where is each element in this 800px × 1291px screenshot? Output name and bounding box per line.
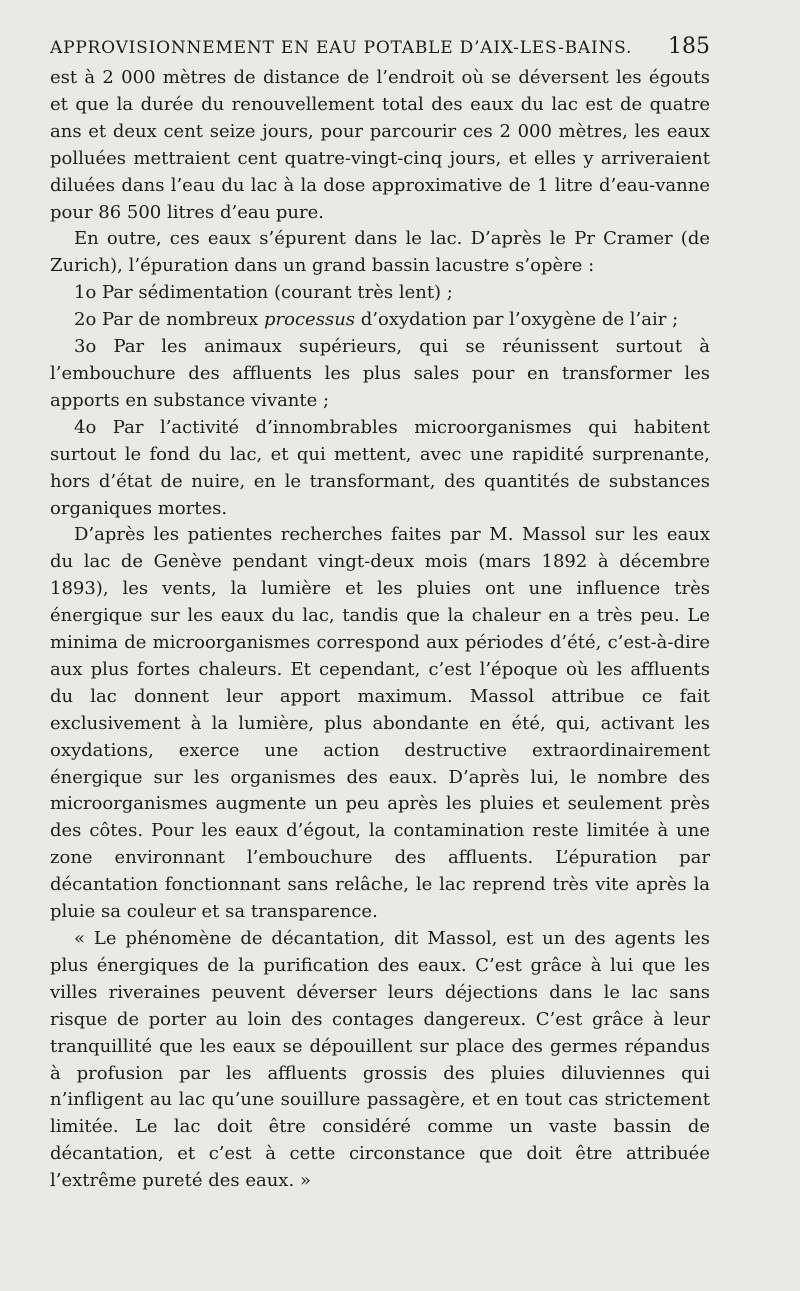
body-text (50, 65, 710, 1195)
list-item-sedimentation: 1o Par sédimentation (courant très lent) ; (74, 282, 453, 304)
paragraph-continuation: est à 2 000 mètres de distance de l’endroit où se déversent les égouts et que la durée du renouvellement total des eaux du lac est de quatre ans et deux cent seize jours, pour parcourir ces 2 000 mètres, les eaux polluées mettraient cent quatre-vingt-cinq jours, et elles y arriveraient diluées dans l’eau du lac à la dose approximative de 1 litre d’eau-vanne pour 86 500 litres d’eau pure. (50, 67, 710, 223)
list-item-oxydation-start: 2o Par de nombreux (74, 309, 265, 331)
list-item-oxydation (50, 307, 710, 334)
list-item-oxydation-end: d’oxydation par l’oxygène de l’air ; (355, 309, 679, 331)
list-item-microorganismes: 4o Par l’activité d’innombrables microorganismes qui habitent surtout le fond du lac, et qui mettent, avec une rapidité surprenante, hors d’état de nuire, en le transformant, des quantités de substances organiques mortes. (50, 416, 710, 519)
list-item-animaux: 3o Par les animaux supérieurs, qui se réunissent surtout à l’embouchure des affluents les plus sales pour en transformer les apports en substance vivante ; (50, 336, 710, 411)
paragraph-massol-quote: « Le phénomène de décantation, dit Massol, est un des agents les plus énergiques de la purification des eaux. C’est grâce à lui que les villes riveraines peuvent déverser leurs déjections dans le lac sans risque de porter au loin des contages dangereux. C’est grâce à leur tranquillité que les eaux se dépouillent sur place des germes répandus à profusion par les affluents grossis des pluies diluviennes qui n’infligent au lac qu’une souillure passagère, et en tout cas strictement limitée. Le lac doit être considéré comme un vaste bassin de décantation, et c’est à cette circonstance que doit être attribuée l’extrême pureté des eaux. » (50, 928, 710, 1192)
running-head-title: APPROVISIONNEMENT EN EAU POTABLE D’AIX-LES-BAINS. (50, 38, 633, 58)
page-number: 185 (668, 34, 710, 59)
list-item-oxydation-italic: processus (264, 309, 356, 331)
paragraph-massol-research: D’après les patientes recherches faites par M. Massol sur les eaux du lac de Genève pendant vingt-deux mois (mars 1892 à décembre 1893), les vents, la lumière et les pluies ont une influence très énergique sur les eaux du lac, tandis que la chaleur en a très peu. Le minima de microorganismes correspond aux périodes d’été, c’est-à-dire aux plus fortes chaleurs. Et cependant, c’est l’époque où les affluents du lac donnent leur apport maximum. Massol attribue ce fait exclusivement à la lumière, plus abondante en été, qui, activant les oxydations, exerce une action destructive extraordinairement énergique sur les organismes des eaux. D’après lui, le nombre des microorganismes augmente un peu après les pluies et seulement près des côtes. Pour les eaux d’égout, la contamination reste limitée à une zone environnant l’embouchure des affluents. L’épuration par décantation fonctionnant sans relâche, le lac reprend très vite après la pluie sa couleur et sa transparence. (50, 524, 710, 923)
running-head (50, 34, 710, 59)
paragraph-cramer-intro: En outre, ces eaux s’épurent dans le lac. D’après le Pr Cramer (de Zurich), l’épuration dans un grand bassin lacustre s’opère : (50, 228, 710, 277)
